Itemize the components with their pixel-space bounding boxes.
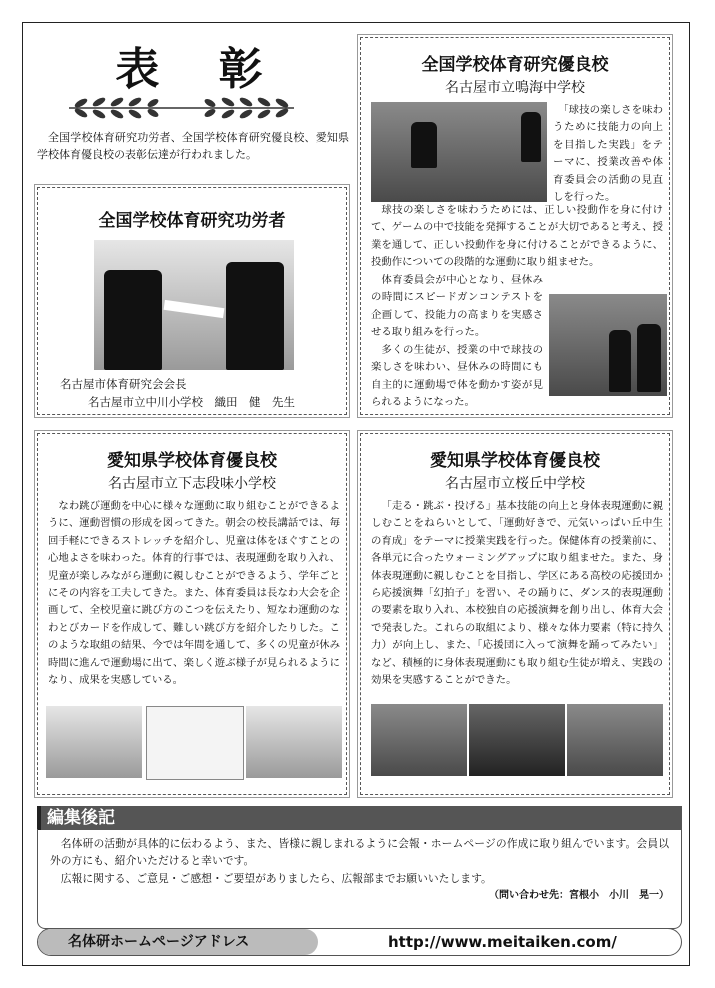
shimoshidami-school-name: 名古屋市立下志段味小学校 <box>108 476 276 492</box>
narumi-throwing-photo <box>371 102 547 202</box>
afterword-header: 編集後記 <box>37 806 682 830</box>
main-title: 表 彰 <box>115 44 285 95</box>
merit-title: 全国学校体育研究功労者 <box>98 211 286 231</box>
sakuragaoka-school-name: 名古屋市立桜丘中学校 <box>445 476 585 492</box>
narumi-paragraph-3: 体育委員会が中心となり、昼休みの時間にスピードガンコンテストを企画して、投能力の高まりを実感させる取り組みを行った。 <box>371 274 543 339</box>
shimoshidami-body: なわ跳び運動を中心に様々な運動に取り組むことができるように、運動習慣の形成を図ってきた。朝会の校長講話では、毎回手軽にできるストレッチを紹介し、児童は体をほぐすことの心地よさを味わった。体育的行事では、表現運動を取り入れ、児童が楽しみながら運動に親しむことができるよう、学年ごとにその内容を工夫してきた。また、体育委員は長なわ大会を企画して、全校児童に跳び方のこつを伝えたり、短なわ運動のなわとびカードを作成して、難しい跳び方を紹介したりした。このような取組の結果、今では年間を通して、多くの児童が休み時間に進んで運動場に出て、楽しく遊ぶ様子が見られるようになり、成果を実感している。 <box>48 500 340 687</box>
shimoshidami-school-photo <box>46 706 142 778</box>
shimoshidami-playground-photo <box>246 706 342 778</box>
award-photo <box>94 240 294 370</box>
sakuragaoka-cheer-photo <box>469 704 565 776</box>
merit-caption-name: 名古屋市立中川小学校 織田 健 先生 <box>88 395 295 409</box>
narumi-speedgun-photo <box>549 294 667 396</box>
shimoshidami-card-photo <box>146 706 244 780</box>
sakuragaoka-school-box <box>360 433 670 795</box>
narumi-school-name: 名古屋市立鳴海中学校 <box>445 80 585 96</box>
narumi-title: 全国学校体育研究優良校 <box>421 55 609 75</box>
homepage-url-link[interactable]: http://www.meitaiken.com/ <box>388 933 617 951</box>
sakuragaoka-dance-photo <box>567 704 663 776</box>
narumi-paragraph-2: 球技の楽しさを味わうためには、正しい投動作を身に付けて、ゲームの中で技能を発揮することが大切であると考え、授業を通して、正しい投動作を身に付けることができるように、投動作についての段階的な運動に取り組ませた。 <box>371 204 663 269</box>
shimoshidami-school-box <box>37 433 347 795</box>
afterword-paragraph-1: 名体研の活動が具体的に伝わるよう、また、皆様に親しまれるように会報・ホームページの作成に取り組んでいます。会員以外の方にも、紹介いただけると幸いです。 <box>50 837 669 868</box>
shimoshidami-title: 愛知県学校体育優良校 <box>107 451 277 471</box>
sakuragaoka-title: 愛知県学校体育優良校 <box>430 451 600 471</box>
afterword-paragraph-2: 広報に関する、ご意見・ご感想・ご要望がありましたら、広報部までお願いいたします。 <box>60 871 492 885</box>
sakuragaoka-run-photo <box>371 704 467 776</box>
narumi-school-box <box>360 37 670 415</box>
merit-award-box <box>37 187 347 415</box>
intro-text: 全国学校体育研究功労者、全国学校体育研究優良校、愛知県学校体育優良校の表彰伝達が行われました。 <box>37 131 349 162</box>
homepage-address-label: 名体研ホームページアドレス <box>38 929 318 955</box>
laurel-ornament <box>59 95 304 121</box>
merit-caption-org: 名古屋市体育研究会会長 <box>60 377 187 391</box>
afterword-contact: （問い合わせ先：宮根小 小川 晃一） <box>489 890 669 902</box>
afterword-box <box>37 829 682 929</box>
sakuragaoka-body: 「走る・跳ぶ・投げる」基本技能の向上と身体表現運動に親しむことをねらいとして、「運動好きで、元気いっぱい丘中生の育成」をテーマに授業実践を行った。保健体育の授業前に、各単元に合ったウォーミングアップに取り組ませた。また、身体表現運動に親しむことを目指し、学区にある高校の応援団から応援演舞「幻拍子」を習い、その踊りに、ダンス的表現運動の要素を取り入れ、本校独自の応援演舞を創り出し、体育大会で発表した。これらの取組により、様々な体力要素（特に持久力）が向上し、また、「応援団に入って演舞を踊ってみたい」など、積極的に身体表現運動にも取り組む生徒が増え、実践の効果を実感することができた。 <box>371 500 663 687</box>
homepage-address-bar <box>37 928 682 956</box>
newsletter-page <box>22 22 690 966</box>
narumi-theme-text: 「球技の楽しさを味わうために技能力の向上を目指した実践」をテーマに、授業改善や体育委員会の活動の見直しを行った。 <box>553 104 663 204</box>
narumi-paragraph-4: 多くの生徒が、授業の中で球技の楽しさを味わい、昼休みの時間にも自主的に運動場で体を動かす姿が見られるようになった。 <box>371 344 543 409</box>
